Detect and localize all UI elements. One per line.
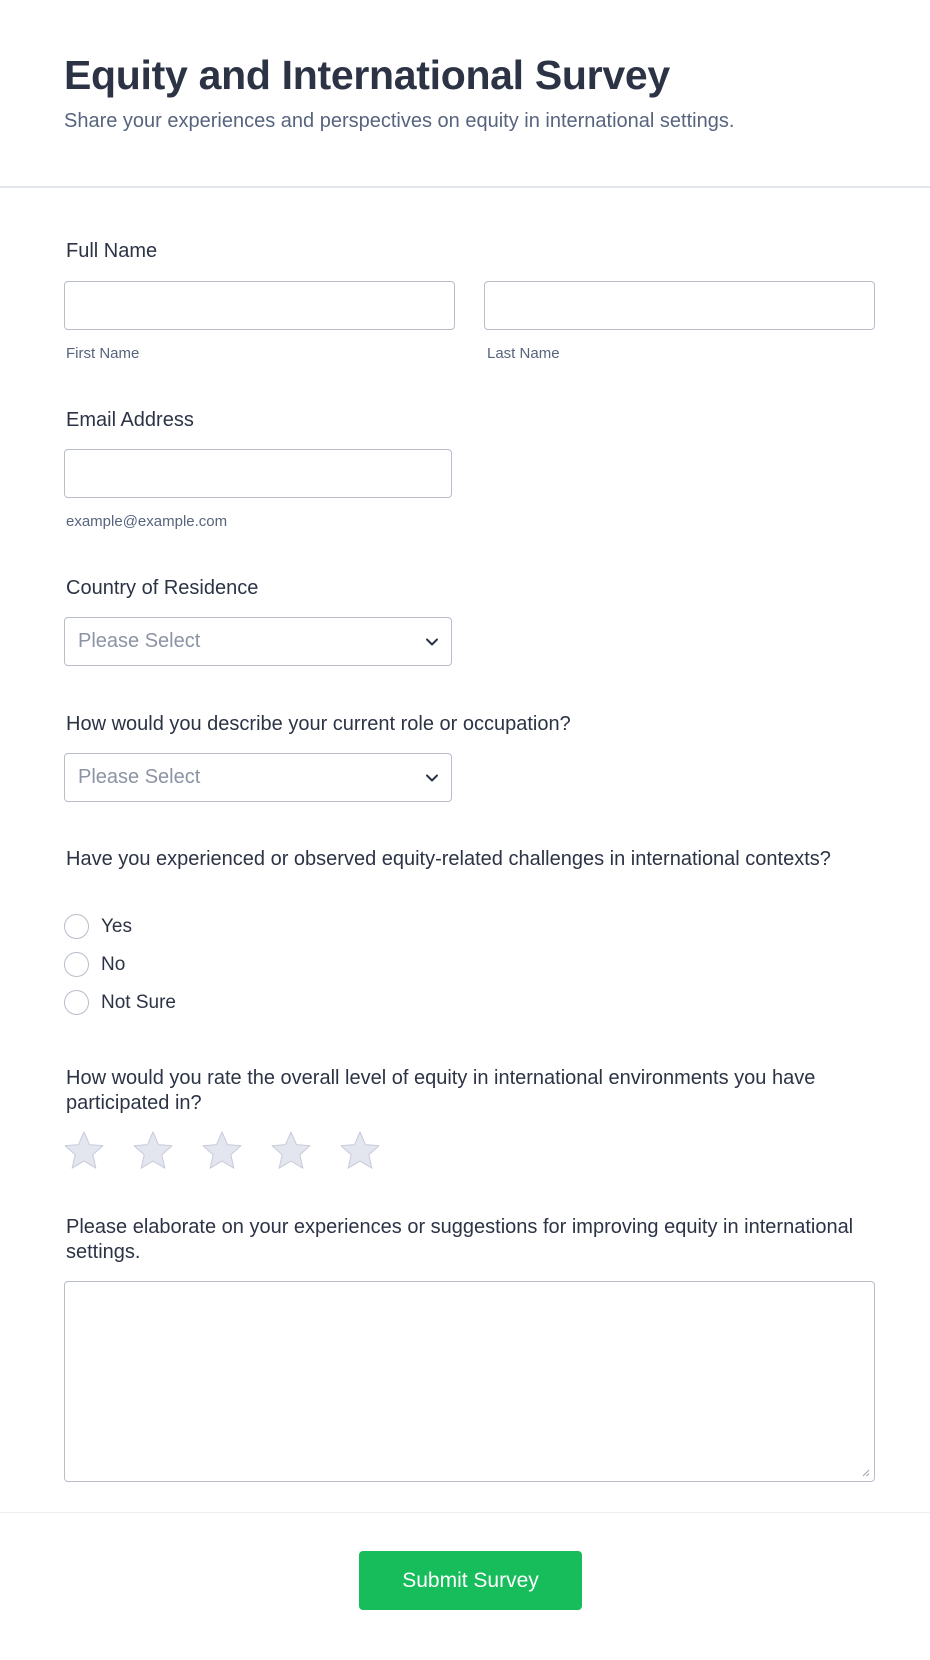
star-icon[interactable] [63, 1130, 105, 1172]
email-label: Email Address [66, 409, 194, 431]
chevron-down-icon [425, 635, 439, 649]
form-header [0, 0, 930, 188]
form-footer [0, 1512, 930, 1660]
resize-handle-icon[interactable] [861, 1468, 870, 1477]
role-select[interactable] [64, 753, 452, 802]
radio-button[interactable] [64, 990, 89, 1015]
form-title: Equity and International Survey [64, 52, 670, 98]
radio-button[interactable] [64, 952, 89, 977]
radio-button[interactable] [64, 914, 89, 939]
first-name-sublabel: First Name [66, 345, 140, 362]
radio-label: Yes [101, 916, 132, 937]
country-label: Country of Residence [66, 577, 259, 599]
form-subtitle: Share your experiences and perspectives on equity in international settings. [64, 110, 735, 132]
challenges-label: Have you experienced or observed equity-related challenges in international contexts? [66, 848, 831, 870]
elaborate-textarea[interactable] [64, 1281, 875, 1482]
last-name-input[interactable] [484, 281, 875, 330]
email-sublabel: example@example.com [66, 513, 228, 530]
country-select-value: Please Select [78, 630, 201, 652]
radio-label: Not Sure [101, 992, 176, 1013]
star-icon[interactable] [201, 1130, 243, 1172]
last-name-sublabel: Last Name [487, 345, 560, 362]
full-name-label: Full Name [66, 240, 158, 262]
star-icon[interactable] [132, 1130, 174, 1172]
rating-label: How would you rate the overall level of equity in international environments you have participated in? [66, 1067, 816, 1114]
chevron-down-icon [425, 771, 439, 785]
role-select-value: Please Select [78, 766, 201, 788]
star-icon[interactable] [270, 1130, 312, 1172]
role-label: How would you describe your current role or occupation? [66, 713, 571, 735]
star-icon[interactable] [339, 1130, 381, 1172]
email-input[interactable] [64, 449, 452, 498]
first-name-input[interactable] [64, 281, 455, 330]
submit-button[interactable]: Submit Survey [359, 1551, 582, 1610]
elaborate-label: Please elaborate on your experiences or suggestions for improving equity in international settings. [66, 1216, 854, 1263]
country-select[interactable] [64, 617, 452, 666]
radio-label: No [101, 954, 126, 975]
